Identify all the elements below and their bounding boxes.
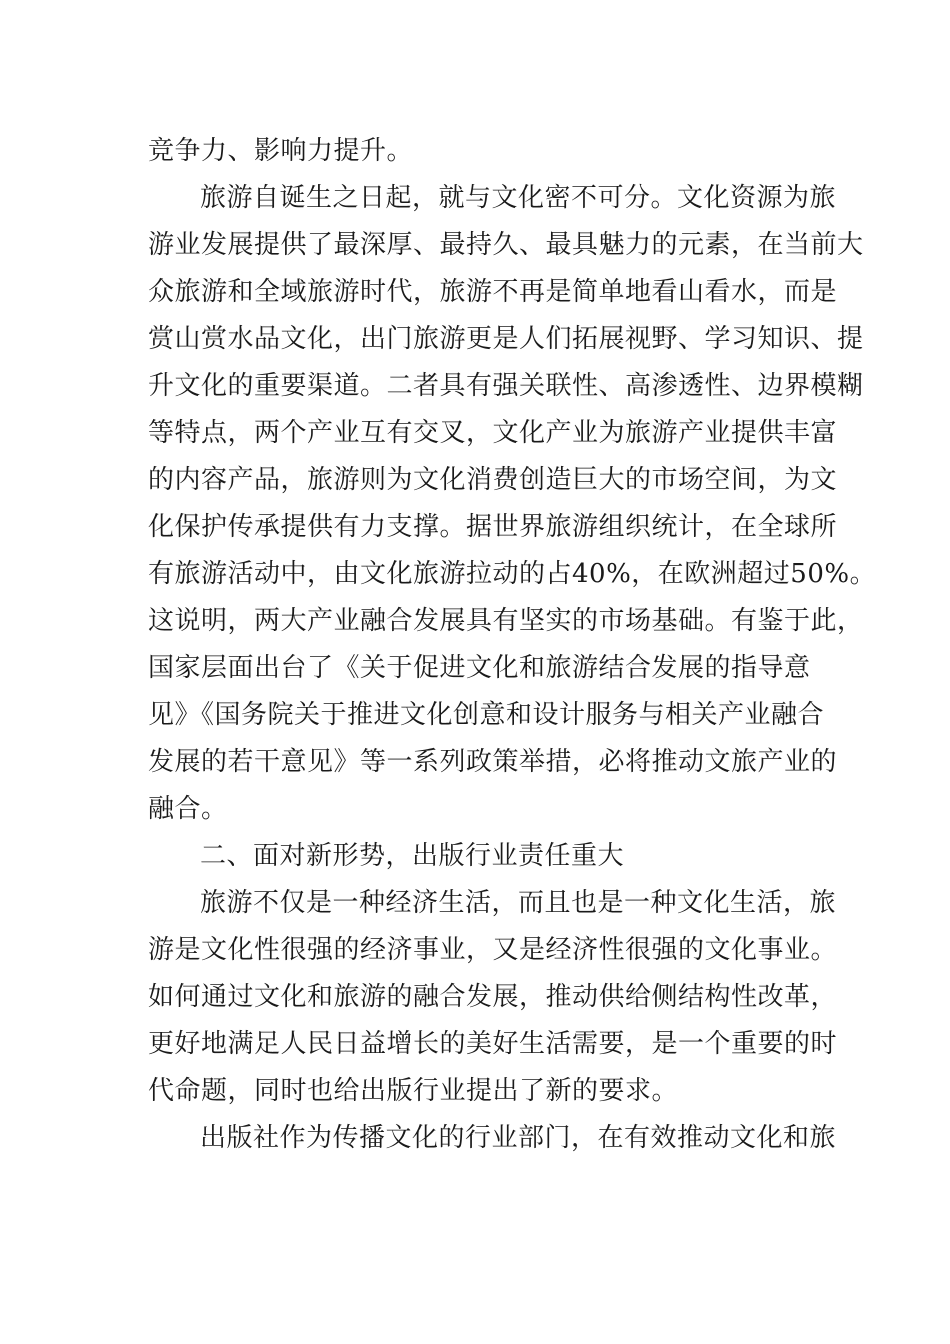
paragraph-first-line: 出版社作为传播文化的行业部门，在有效推动文化和旅 [200, 1123, 837, 1153]
paragraph-first-line: 旅游不仅是一种经济生活，而且也是一种文化生活，旅 [200, 888, 837, 918]
text-line: 发展的若干意见》等一系列政策举措，必将推动文旅产业的 [148, 747, 838, 777]
text-line: 竞争力、影响力提升。 [148, 136, 414, 166]
text-line: 的内容产品，旅游则为文化消费创造巨大的市场空间，为文 [148, 465, 838, 495]
text-line: 等特点，两个产业互有交叉，文化产业为旅游产业提供丰富 [148, 418, 838, 448]
text-line: 游业发展提供了最深厚、最持久、最具魅力的元素，在当前大 [148, 230, 864, 260]
text-line: 如何通过文化和旅游的融合发展，推动供给侧结构性改革， [148, 982, 838, 1012]
paragraph-first-line: 旅游自诞生之日起，就与文化密不可分。文化资源为旅 [200, 183, 837, 213]
text-line: 赏山赏水品文化，出门旅游更是人们拓展视野、学习知识、提 [148, 324, 864, 354]
text-line: 见》《国务院关于推进文化创意和设计服务与相关产业融合 [148, 700, 825, 730]
text-line: 这说明，两大产业融合发展具有坚实的市场基础。有鉴于此， [148, 606, 864, 636]
text-line: 众旅游和全域旅游时代，旅游不再是简单地看山看水，而是 [148, 277, 838, 307]
text-line: 更好地满足人民日益增长的美好生活需要，是一个重要的时 [148, 1029, 838, 1059]
text-line: 游是文化性很强的经济事业，又是经济性很强的文化事业。 [148, 935, 838, 965]
text-line: 有旅游活动中，由文化旅游拉动的占40%，在欧洲超过50%。 [148, 559, 877, 589]
text-line: 升文化的重要渠道。二者具有强关联性、高渗透性、边界模糊 [148, 371, 864, 401]
text-line: 化保护传承提供有力支撑。据世界旅游组织统计，在全球所 [148, 512, 838, 542]
text-line: 代命题，同时也给出版行业提出了新的要求。 [148, 1076, 679, 1106]
section-heading: 二、面对新形势，出版行业责任重大 [200, 841, 625, 871]
text-line: 国家层面出台了《关于促进文化和旅游结合发展的指导意 [148, 653, 811, 683]
text-line: 融合。 [148, 794, 228, 824]
body-text [148, 128, 877, 1162]
